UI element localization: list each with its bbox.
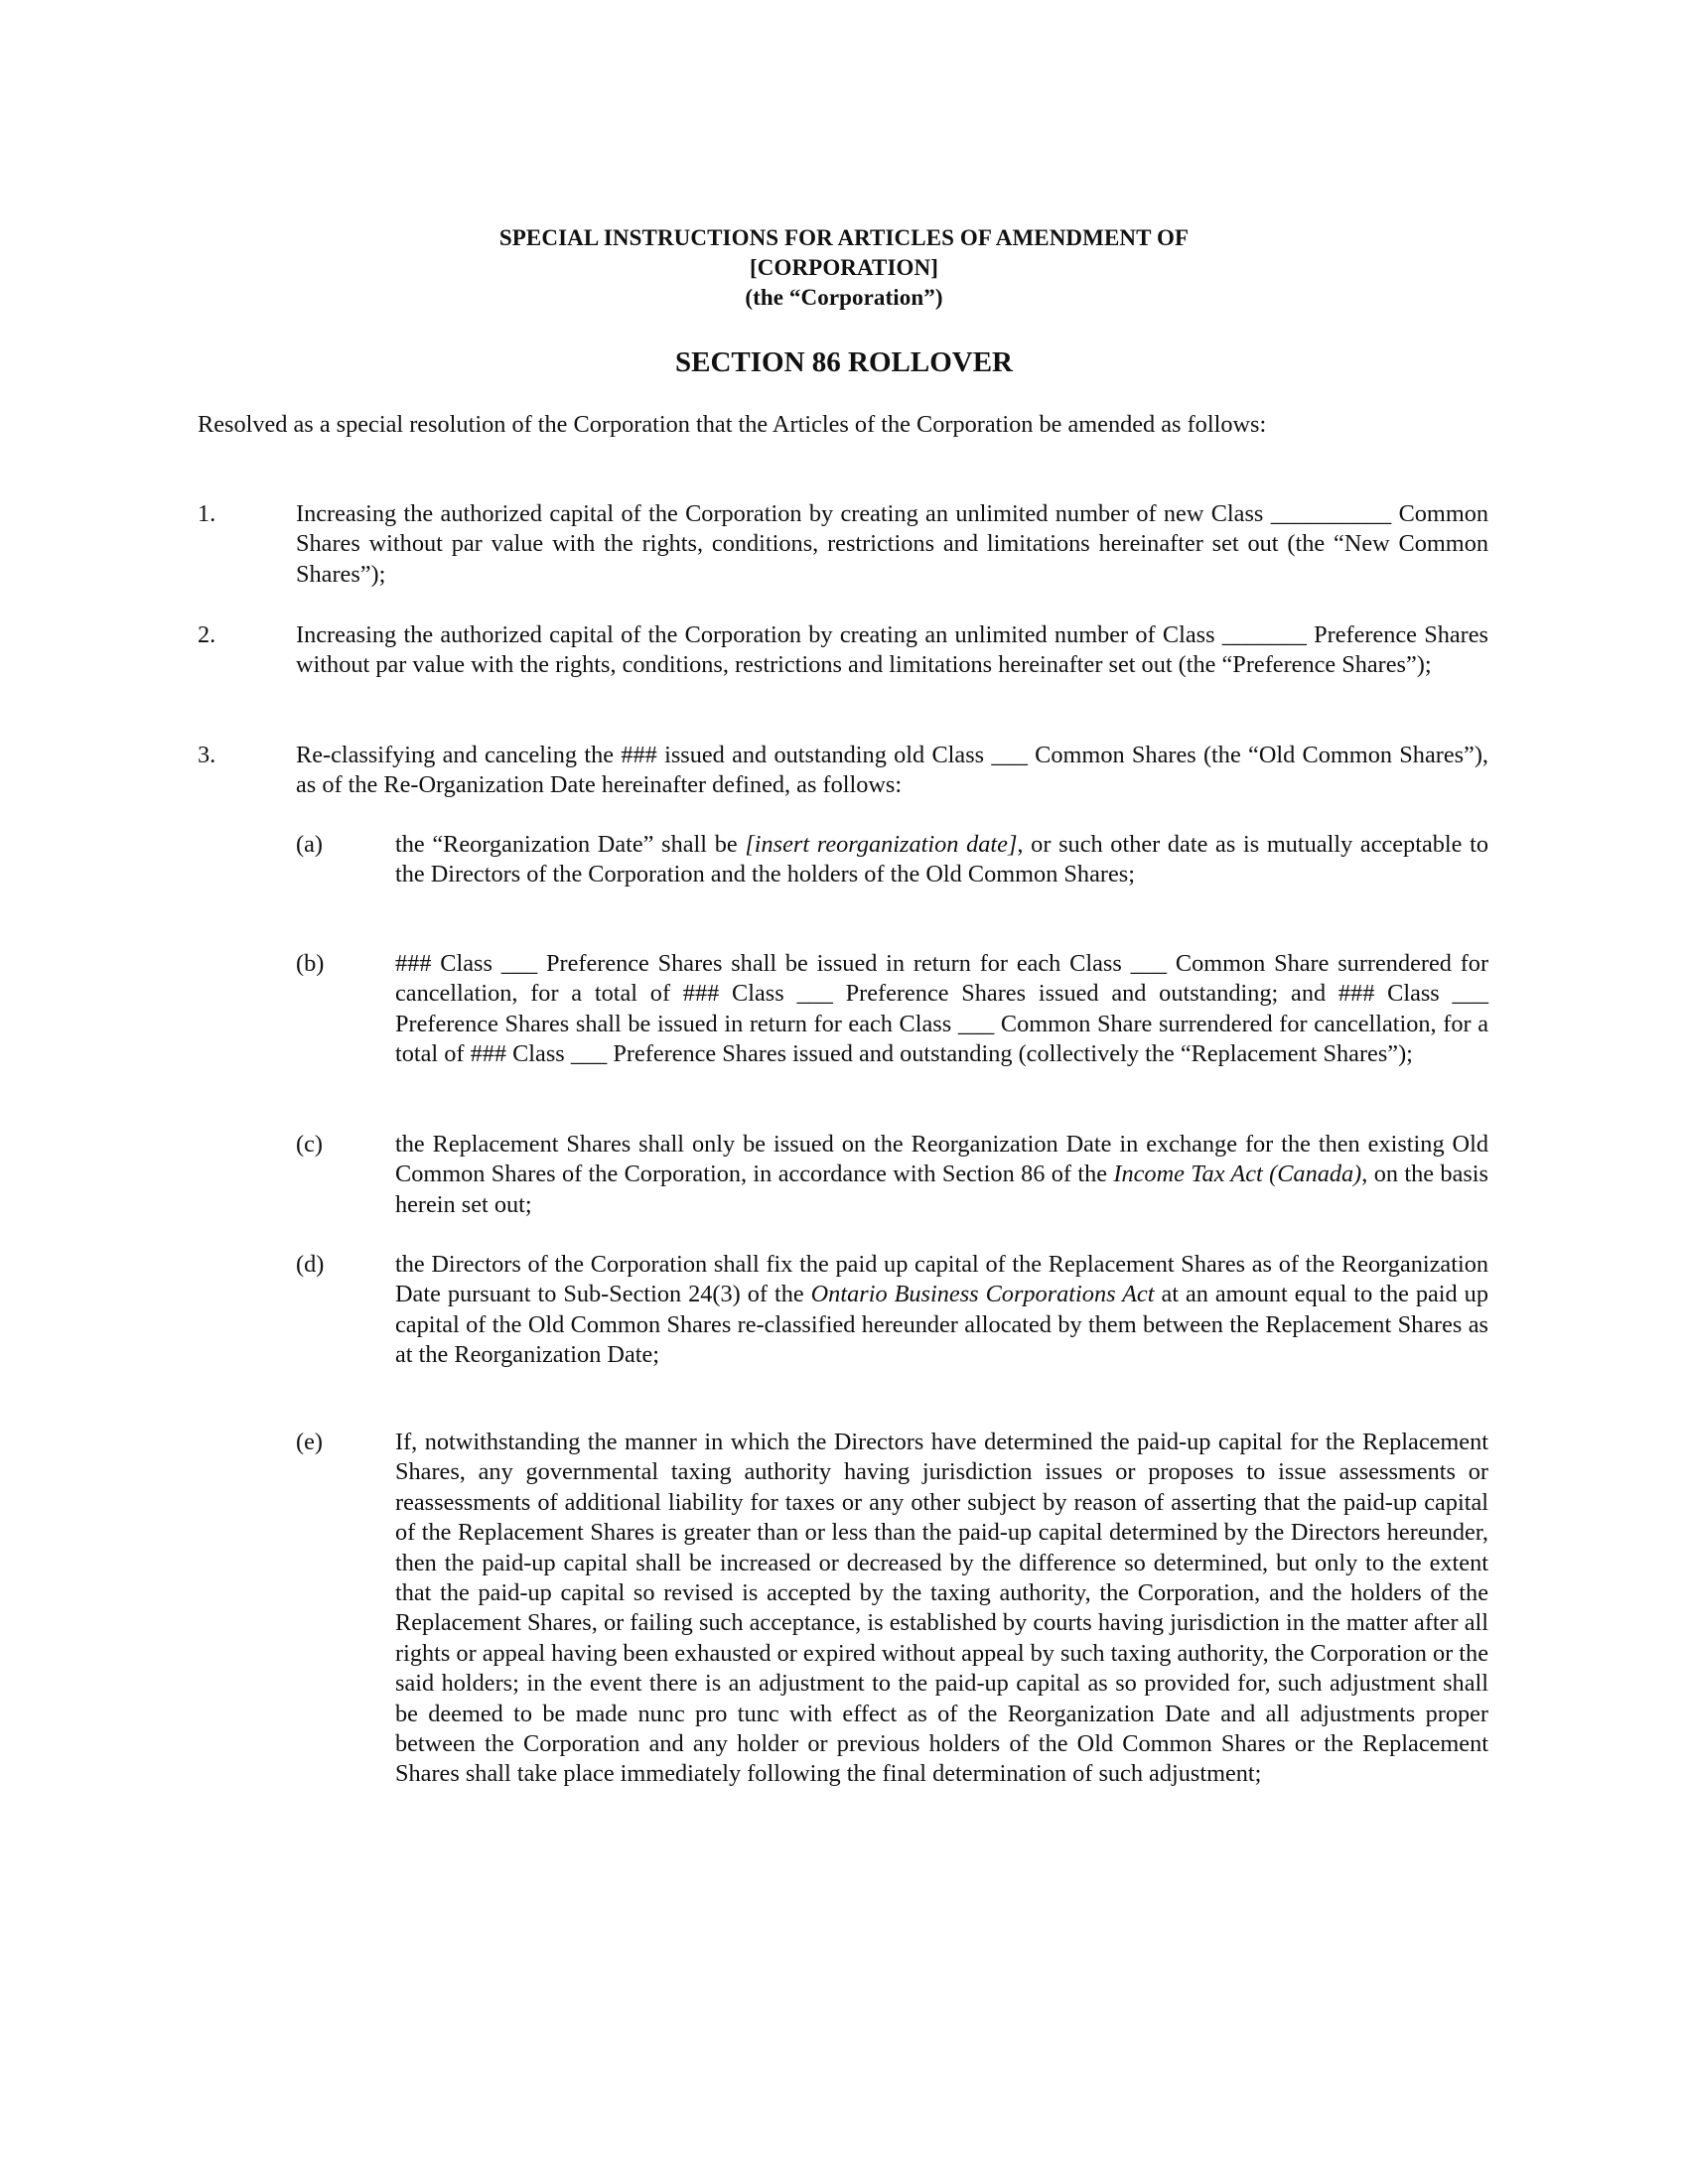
text-part: the “Reorganization Date” shall be (395, 831, 738, 858)
sub-item-c (296, 1130, 1488, 1220)
item-text (296, 499, 1488, 590)
text-part: Common Share surrendered for cancellation, for a total of ### Class (395, 950, 1489, 1008)
heading-line-3: (the “Corporation”) (745, 285, 943, 310)
item-text-part: Increasing the authorized capital of the Corporation by creating an unlimited number of Class (296, 621, 1215, 648)
section-title: SECTION 86 ROLLOVER (674, 346, 1013, 378)
placeholder-date: [insert reorganization date] (745, 831, 1018, 858)
sub-item-b (296, 949, 1488, 1070)
sub-item-a (296, 830, 1488, 890)
item-text-part: Common Shares (the “Old Common Shares”), as of the Re-Organization Date hereinafter defined, as follows: (296, 742, 1489, 799)
list-item-1 (198, 499, 1488, 590)
sub-item-text (395, 830, 1488, 890)
text-part: at an amount equal to the paid up capital of the Old Common Shares re-classified hereunder allocated by them between the Replacement Shares as at the Reorganization Date; (395, 1281, 1488, 1369)
fill-in-blank[interactable]: ___ (500, 950, 538, 977)
sub-item-text (395, 1250, 1488, 1371)
sub-item-e (296, 1428, 1488, 1790)
fill-in-blank[interactable]: ___ (570, 1040, 608, 1068)
item-text (296, 620, 1488, 681)
fill-in-blank[interactable]: ___ (957, 1010, 995, 1037)
text-part: the Replacement Shares shall only be issued on the Reorganization Date in exchange for the then existing Old Common Shares of the Corporation, in accordance with Section 86 of the (395, 1131, 1488, 1188)
item-number: 2. (198, 621, 216, 648)
item-text-part: Re-classifying and canceling the ### issued and outstanding old Class (296, 742, 985, 768)
item-text (296, 741, 1488, 801)
fill-in-blank[interactable]: ___ (991, 742, 1028, 768)
text-part: Common Share surrendered for cancellation, for a total of ### Class (395, 1010, 1488, 1068)
sub-item-text (395, 1130, 1488, 1220)
fill-in-blank[interactable]: __________ (1270, 500, 1392, 527)
item-number: 3. (198, 742, 216, 768)
sub-item-label: (c) (296, 1131, 323, 1158)
item-number: 1. (198, 500, 216, 527)
heading-line-1: SPECIAL INSTRUCTIONS FOR ARTICLES OF AMENDMENT OF (498, 225, 1190, 250)
sub-item-text (395, 949, 1488, 1070)
list-item-2 (198, 620, 1488, 681)
intro-paragraph: Resolved as a special resolution of the Corporation that the Articles of the Corporation be amended as follows: (198, 411, 1267, 438)
list-item-3 (198, 741, 1488, 801)
text-part: , or such other date as is mutually acceptable to the Directors of the Corporation and the holders of the Old Common Shares; (395, 831, 1488, 888)
text-part: , on the basis herein set out; (395, 1160, 1489, 1218)
text-part: ### Class (395, 950, 492, 977)
fill-in-blank[interactable]: ___ (1130, 950, 1168, 977)
text-part: Preference Shares shall be issued in return for each Class (545, 950, 1122, 977)
fill-in-blank[interactable]: _______ (1221, 621, 1307, 648)
sub-item-label: (b) (296, 950, 325, 977)
act-name: Ontario Business Corporations Act (810, 1281, 1155, 1308)
text-part: Preference Shares shall be issued in return for each Class (395, 1010, 952, 1037)
text-part: Preference Shares issued and outstanding (collectively the “Replacement Shares”); (613, 1040, 1413, 1068)
sub-item-label: (e) (296, 1429, 323, 1455)
fill-in-blank[interactable]: ___ (796, 980, 833, 1008)
item-text-part: Preference Shares without par value with the rights, conditions, restrictions and limitations hereinafter set out (the “Preference Shares”); (296, 621, 1488, 679)
text-part: Preference Shares issued and outstanding; and ### Class (845, 980, 1440, 1008)
sub-item-text: If, notwithstanding the manner in which the Directors have determined the paid-up capital for the Replacement Shares, any governmental taxing authority having jurisdiction issues or proposes to issue assessments or reassessments of additional liability for taxes or any other subject by reason of asserting that the paid-up capital of the Replacement Shares is greater than or less than the paid-up capital determined by the Directors hereunder, then the paid-up capital shall be increased or decreased by the difference so determined, but only to the extent that the paid-up capital so revised is accepted by the taxing authority, the Corporation, and the holders of the Replacement Shares, or failing such acceptance, is established by courts having jurisdiction in the matter after all rights or appeal having been exhausted or expired without appeal by such taxing authority, the Corporation or the said holders; in the event there is an adjustment to the paid-up capital as so provided for, such adjustment shall be deemed to be made nunc pro tunc with effect as of the Reorganization Date and all adjustments proper between the Corporation and any holder or previous holders of the Old Common Shares or the Replacement Shares shall take place immediately following the final determination of such adjustment; (395, 1429, 1488, 1788)
item-text-part: Common Shares without par value with the rights, conditions, restrictions and limitations hereinafter set out (the “New Common Shares”); (296, 500, 1489, 588)
fill-in-blank[interactable]: ___ (1452, 980, 1488, 1008)
sub-item-label: (a) (296, 831, 323, 858)
act-name: Income Tax Act (Canada) (1113, 1160, 1362, 1188)
document-heading (0, 223, 1688, 313)
sub-item-d (296, 1250, 1488, 1371)
text-part: the Directors of the Corporation shall fix the paid up capital of the Replacement Shares as of the Reorganization Date pursuant to Sub-Section 24(3) of the (395, 1251, 1488, 1308)
heading-line-2: [CORPORATION] (750, 255, 938, 280)
item-text-part: Increasing the authorized capital of the Corporation by creating an unlimited number of new Class (296, 500, 1264, 527)
sub-item-label: (d) (296, 1251, 325, 1278)
